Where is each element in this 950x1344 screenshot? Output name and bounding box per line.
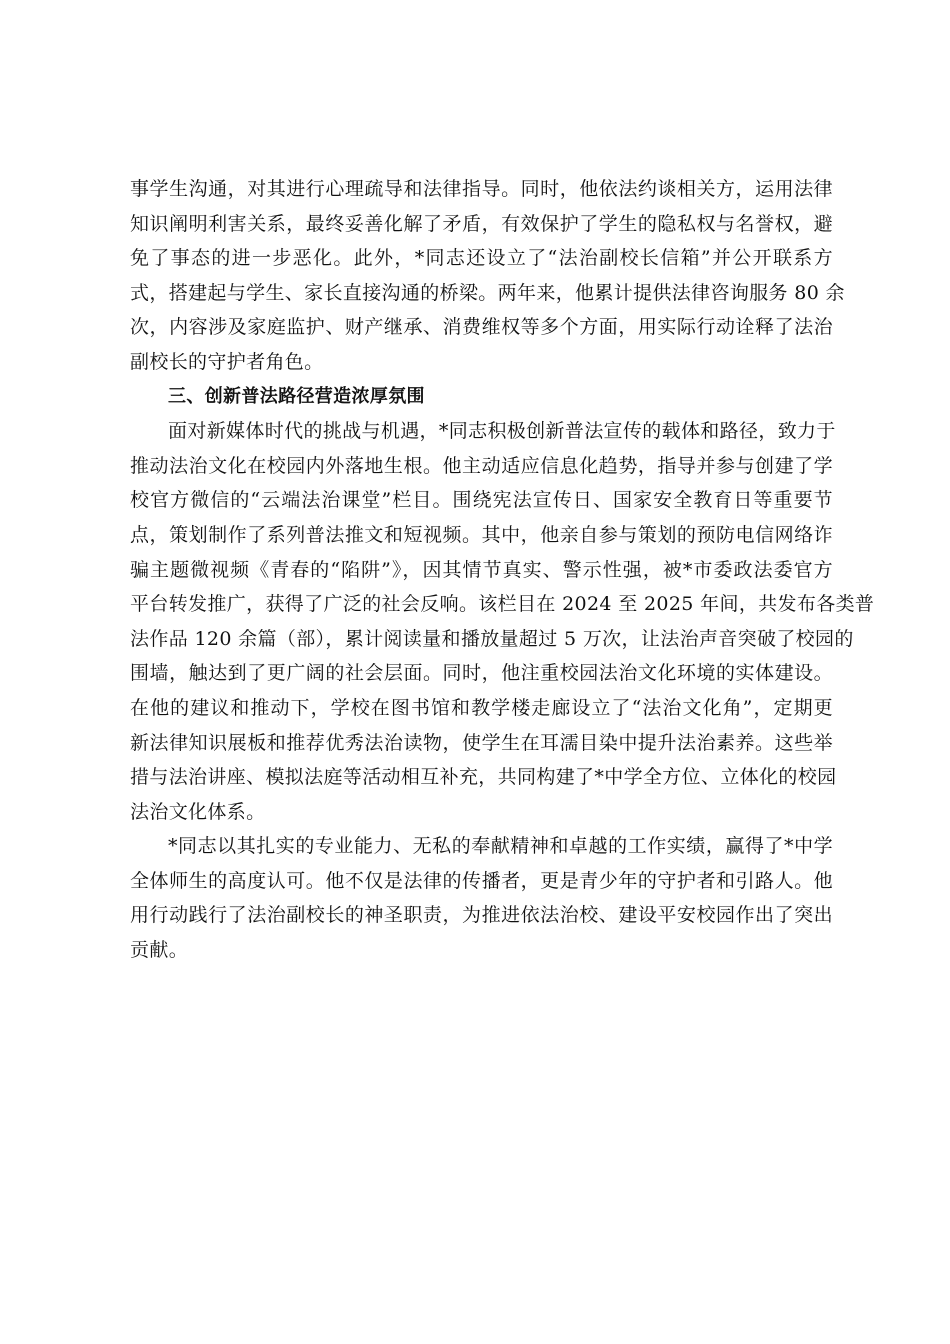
- text-line: 平台转发推广，获得了广泛的社会反响。该栏目在 2024 至 2025 年间，共发布各类普: [130, 593, 875, 616]
- text-line: 全体师生的高度认可。他不仅是法律的传播者，更是青少年的守护者和引路人。他: [130, 869, 833, 892]
- text-line: 骗主题微视频《青春的“陷阱”》，因其情节真实、警示性强，被*市委政法委官方: [130, 558, 833, 581]
- text-line: 知识阐明利害关系，最终妥善化解了矛盾，有效保护了学生的隐私权与名誉权，避: [130, 212, 833, 235]
- text-line: 式，搭建起与学生、家长直接沟通的桥梁。两年来，他累计提供法律咨询服务 80 余: [130, 281, 845, 304]
- document-body: [130, 172, 875, 968]
- paragraph-3: [130, 829, 833, 967]
- paragraph-1: [130, 172, 845, 380]
- text-line: 贡献。: [130, 939, 189, 962]
- text-line: 法作品 120 余篇（部），累计阅读量和播放量超过 5 万次，让法治声音突破了校园的: [130, 627, 854, 650]
- text-line: 围墙，触达到了更广阔的社会层面。同时，他注重校园法治文化环境的实体建设。: [130, 662, 833, 685]
- text-line: 法治文化体系。: [130, 800, 266, 823]
- text-line: 校官方微信的“云端法治课堂”栏目。围绕宪法宣传日、国家安全教育日等重要节: [130, 489, 833, 512]
- text-line: 措与法治讲座、模拟法庭等活动相互补充，共同构建了*中学全方位、立体化的校园: [130, 766, 837, 789]
- text-line: 点，策划制作了系列普法推文和短视频。其中，他亲自参与策划的预防电信网络诈: [130, 523, 833, 546]
- text-line: *同志以其扎实的专业能力、无私的奉献精神和卓越的工作实绩，赢得了*中学: [168, 835, 833, 858]
- text-line: 面对新媒体时代的挑战与机遇，*同志积极创新普法宣传的载体和路径，致力于: [168, 420, 836, 443]
- text-line: 免了事态的进一步恶化。此外，*同志还设立了“法治副校长信箱”并公开联系方: [130, 247, 833, 270]
- text-line: 在他的建议和推动下，学校在图书馆和教学楼走廊设立了“法治文化角”，定期更: [130, 696, 833, 719]
- paragraph-2: [130, 414, 875, 829]
- text-line: 次，内容涉及家庭监护、财产继承、消费维权等多个方面，用实际行动诠释了法治: [130, 316, 833, 339]
- text-line: 事学生沟通，对其进行心理疏导和法律指导。同时，他依法约谈相关方，运用法律: [130, 178, 833, 200]
- text-line: 用行动践行了法治副校长的神圣职责，为推进依法治校、建设平安校园作出了突出: [130, 904, 833, 927]
- section-heading: 三、创新普法路径营造浓厚氛围: [168, 385, 425, 407]
- text-line: 新法律知识展板和推荐优秀法治读物，使学生在耳濡目染中提升法治素养。这些举: [130, 731, 833, 754]
- text-line: 推动法治文化在校园内外落地生根。他主动适应信息化趋势，指导并参与创建了学: [130, 454, 833, 477]
- text-line: 副校长的守护者角色。: [130, 350, 324, 373]
